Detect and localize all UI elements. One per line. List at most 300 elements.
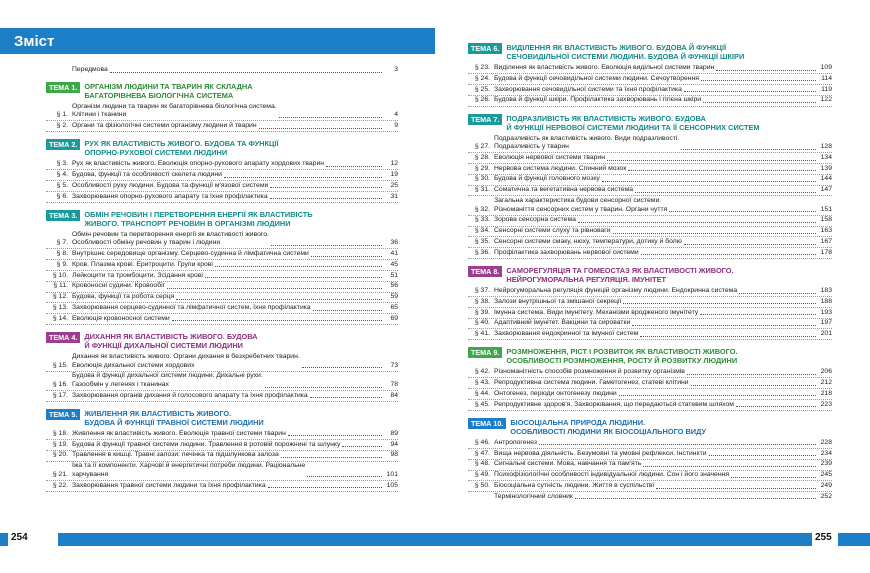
section-number: § 35.: [474, 237, 490, 245]
theme-heading: [468, 266, 832, 284]
page-ref: 105: [386, 481, 398, 489]
leader-dots: [302, 367, 382, 368]
toc-entry: [46, 293, 398, 303]
toc-entry: [468, 175, 832, 185]
toc-entry: [468, 86, 832, 96]
theme-section: [46, 409, 398, 492]
section-title: Передмова: [72, 66, 108, 73]
page-ref: 163: [820, 227, 832, 235]
right-page-number-bar: [435, 533, 812, 546]
theme-label: ТЕМА 7.: [468, 114, 502, 125]
leader-dots: [736, 406, 816, 407]
theme-heading: [46, 332, 398, 350]
toc-entry: [468, 368, 832, 378]
section-title: Нейрогуморальна регуляція функцій організму людини. Ендокринна система: [494, 286, 738, 294]
leader-dots: [669, 211, 816, 212]
section-title: Лейкоцити та тромбоцити. Зсідання крові: [72, 271, 203, 279]
page-ref: 206: [820, 368, 832, 376]
section-title: Еволюція кровоносної системи: [72, 314, 170, 322]
toc-entry: [468, 450, 832, 460]
theme-heading: [468, 114, 832, 132]
theme-title: ОСОБЛИВОСТІ РОЗМНОЖЕННЯ, РОСТУ Й РОЗВИТКУ ЛЮДИНИ: [506, 356, 738, 366]
theme-title: ОПОРНО-РУХОВОЇ СИСТЕМИ ЛЮДИНИ: [84, 148, 228, 158]
section-title: Захворювання серцево-судинної та лімфатичної систем, їхня профілактика: [72, 303, 311, 311]
toc-entry: [46, 353, 398, 372]
page-ref: 101: [386, 470, 398, 478]
section-title: Профілактика захворювань нервової системи: [494, 248, 639, 256]
theme-label: ТЕМА 1.: [46, 82, 80, 93]
section-title: Еволюція дихальної системи хордових: [72, 361, 195, 369]
toc-entry: [468, 135, 832, 154]
theme-heading: [46, 82, 398, 100]
theme-label: ТЕМА 4.: [46, 332, 80, 343]
theme-heading: [46, 409, 398, 427]
section-title: Клітини і тканини: [72, 111, 127, 119]
theme-title: НЕЙРОГУМОРАЛЬНА РЕГУЛЯЦІЯ. ІМУНІТЕТ: [506, 274, 667, 284]
theme-title: Й ФУНКЦІЇ ДИХАЛЬНОЇ СИСТЕМИ ЛЮДИНИ: [84, 340, 243, 350]
section-number: § 15.: [52, 361, 68, 369]
section-number: § 20.: [52, 451, 68, 459]
theme-title: ОБМІН РЕЧОВИН І ПЕРЕТВОРЕННЯ ЕНЕРГІЇ ЯК ВЛАСТИВІСТЬ: [84, 209, 313, 219]
page-ref: 249: [820, 481, 832, 489]
leader-dots: [641, 254, 816, 255]
leader-dots: [643, 466, 816, 467]
leader-dots: [310, 397, 382, 398]
leader-dots: [681, 149, 816, 150]
section-number: § 6.: [56, 192, 68, 200]
toc-entry: [468, 439, 832, 449]
leader-dots: [279, 117, 382, 118]
section-number: § 18.: [52, 429, 68, 437]
toc-entry: [468, 238, 832, 248]
left-page-number: 254: [11, 532, 28, 543]
toc-entry: [468, 165, 832, 175]
theme-label: ТЕМА 10.: [468, 418, 506, 429]
section-number: § 45.: [474, 400, 490, 408]
toc-entry: [468, 298, 832, 308]
page-ref: 139: [820, 164, 832, 172]
section-title: Зорова сенсорна система: [494, 216, 576, 224]
theme-label: ТЕМА 2.: [46, 139, 80, 150]
leader-dots: [709, 455, 816, 456]
section-number: § 1.: [56, 111, 68, 119]
section-title: Загальна характеристика будови сенсорної системи.: [494, 197, 662, 205]
section-number: § 24.: [474, 74, 490, 82]
toc-entry: [46, 261, 398, 271]
section-title: Обмін речовин та перетворення енергії як властивості живого.: [72, 230, 269, 238]
section-title: Сигнальні системи. Мова, навчання та пам'ять: [494, 460, 642, 468]
theme-section: [46, 332, 398, 402]
page-ref: 193: [820, 308, 832, 316]
leader-dots: [613, 233, 816, 234]
toc-entry: [468, 390, 832, 400]
leader-dots: [270, 187, 382, 188]
theme-title: Й ФУНКЦІЇ НЕРВОВОЇ СИСТЕМИ ЛЮДИНИ ТА ЇЇ СЕНСОРНИХ СИСТЕМ: [506, 122, 760, 132]
page-ref: 12: [390, 160, 398, 168]
leader-dots: [268, 487, 382, 488]
section-number: § 17.: [52, 391, 68, 399]
leader-dots: [259, 128, 382, 129]
section-title: Антропогенез: [494, 438, 538, 446]
leader-dots: [539, 444, 816, 445]
section-title: Подразливість як властивість живого. Види подразливості.: [494, 134, 680, 142]
section-title: Вища нервова діяльність. Безумовні та умовні рефлекси. Інстинкти: [494, 449, 707, 457]
section-number: § 44.: [474, 389, 490, 397]
leader-dots: [224, 177, 382, 178]
toc-entry: [468, 330, 832, 340]
toc-entry: [468, 75, 832, 85]
toc-entry: [468, 482, 832, 492]
right-toc-column: [468, 36, 832, 501]
leader-dots: [632, 325, 816, 326]
toc-entry: [46, 282, 398, 292]
page-ref: 98: [390, 451, 398, 459]
section-title: Будова й функції головного мозку: [494, 175, 600, 183]
section-title: Онтогенез, періоди онтогенезу людини: [494, 389, 617, 397]
section-title: Дихання як властивість живого. Органи дихання в безхребетних тварин.: [72, 352, 300, 360]
leader-dots: [270, 198, 382, 199]
page-ref: 19: [390, 170, 398, 178]
section-title: Соматична та вегетативна нервова система: [494, 186, 634, 194]
leader-dots: [623, 303, 816, 304]
theme-section: [468, 347, 832, 411]
section-title: Еволюція нервової системи тварин: [494, 153, 605, 161]
theme-label: ТЕМА 5.: [46, 409, 80, 420]
theme-heading: [468, 347, 832, 365]
section-title: Виділення як властивість живого. Еволюція видільної системи тварин: [494, 64, 715, 71]
theme-section: [468, 114, 832, 259]
theme-heading: [46, 210, 398, 228]
toc-entry: [46, 304, 398, 314]
section-number: § 33.: [474, 216, 490, 224]
toc-entry: [468, 309, 832, 319]
section-title: Травлення в кишці. Травні залози: печінка та підшлункова залоза: [72, 451, 279, 459]
toc-entry: [46, 315, 398, 325]
toc-entry: [46, 250, 398, 260]
section-title: Будова, функції та робота серця: [72, 293, 175, 301]
theme-section: [46, 210, 398, 325]
section-title: Термінологічний словник: [494, 492, 573, 500]
section-title: Живлення як властивість живого. Еволюція травної системи тварин: [72, 429, 286, 437]
page-ref: 109: [820, 64, 832, 71]
section-number: § 14.: [52, 314, 68, 322]
section-title: Нервова система людини. Спинний мозок: [494, 164, 627, 172]
theme-title: ВИДІЛЕННЯ ЯК ВЛАСТИВІСТЬ ЖИВОГО. БУДОВА Й ФУНКЦІЇ: [506, 43, 727, 52]
section-title: Рух як властивість живого. Еволюція опорно-рухового апарату хордових тварин: [72, 160, 324, 168]
section-number: § 11.: [53, 282, 68, 290]
section-title: Репродуктивна система людини. Гаметогенез, статеві клітини: [494, 379, 689, 387]
leader-dots: [167, 288, 382, 289]
theme-label: ТЕМА 3.: [46, 210, 80, 221]
section-title: Будова, функції та особливості скелета людини: [72, 170, 222, 178]
page-ref: 223: [820, 400, 832, 408]
leader-dots: [731, 477, 816, 478]
section-number: § 31.: [474, 186, 490, 194]
right-page-number-bar-tail: [838, 533, 870, 546]
leader-dots: [602, 181, 816, 182]
section-number: § 50.: [474, 481, 490, 489]
page-ref: 183: [820, 286, 832, 294]
page-ref: 212: [820, 379, 832, 387]
leader-dots: [342, 446, 382, 447]
section-title: Сенсорні системи слуху та рівноваги: [494, 227, 611, 235]
page-ref: 158: [820, 216, 832, 224]
theme-label: ТЕМА 8.: [468, 266, 502, 277]
toc-entry: [468, 287, 832, 297]
theme-title: ПОДРАЗЛИВІСТЬ ЯК ВЛАСТИВІСТЬ ЖИВОГО. БУДОВА: [506, 113, 706, 123]
theme-section: [468, 266, 832, 340]
theme-title: ОРГАНІЗМ ЛЮДИНИ ТА ТВАРИН ЯК СКЛАДНА: [84, 81, 253, 91]
section-number: § 2.: [56, 121, 68, 129]
page-ref: 56: [390, 282, 398, 290]
section-title: Подразливість у тварин: [494, 143, 569, 151]
toc-entry: [46, 182, 398, 192]
leader-dots: [703, 102, 816, 103]
leader-dots: [288, 435, 382, 436]
section-title: Особливості руху людини. Будова та функції м'язової системи: [72, 181, 269, 189]
toc-entry: [46, 451, 398, 461]
toc-entry: [46, 441, 398, 451]
left-page-number-bar-tail: [58, 533, 435, 546]
leader-dots: [271, 245, 382, 246]
section-title: Психофізіологічні особливості індивідуальної людини. Сон і його значення: [494, 471, 730, 479]
left-page-number-bar: [0, 533, 8, 546]
leader-dots: [575, 498, 816, 499]
toc-entry: [46, 272, 398, 282]
section-title: Захворювання сечовидільної системи та їхня профілактика: [494, 85, 682, 93]
section-title: Імунна система. Види імунітету. Механізми вродженого імунітету: [494, 308, 699, 316]
leader-dots: [311, 256, 382, 257]
page-ref: 167: [820, 237, 832, 245]
section-number: § 13.: [52, 303, 68, 311]
section-title: Біосоціальна сутність людини. Життя в суспільстві: [494, 481, 655, 489]
page-ref: 41: [390, 250, 398, 258]
page-ref: 73: [390, 361, 398, 369]
section-title: Особливості обміну речовин у тварин і людини: [72, 239, 221, 247]
theme-title: БУДОВА Й ФУНКЦІЇ ТРАВНОЇ СИСТЕМИ ЛЮДИНИ: [84, 417, 264, 427]
theme-title: РУХ ЯК ВЛАСТИВІСТЬ ЖИВОГО. БУДОВА ТА ФУНКЦІЇ: [84, 139, 279, 149]
toc-entry: [468, 471, 832, 481]
toc-entry: [468, 216, 832, 226]
section-number: § 8.: [56, 250, 68, 258]
page-ref: 122: [820, 96, 832, 104]
page-ref: 252: [820, 492, 832, 500]
theme-heading: [46, 139, 398, 157]
theme-label: ТЕМА 6.: [468, 43, 502, 54]
section-number: § 38.: [474, 297, 490, 305]
section-number: § 5.: [56, 181, 68, 189]
leader-dots: [176, 299, 382, 300]
section-title: Адаптивний імунітет. Вакцини та сироватки: [494, 319, 631, 327]
theme-title: ЖИВОГО. ТРАНСПОРТ РЕЧОВИН В ОРГАНІЗМІ ЛЮДИНИ: [84, 218, 291, 228]
theme-title: САМОРЕГУЛЯЦІЯ ТА ГОМЕОСТАЗ ЯК ВЛАСТИВОСТІ ЖИВОГО.: [506, 265, 734, 275]
section-number: § 36.: [474, 248, 490, 256]
theme-title: БІОСОЦІАЛЬНА ПРИРОДА ЛЮДИНИ.: [510, 417, 646, 427]
theme-section: [468, 43, 832, 107]
section-number: § 26.: [474, 96, 490, 104]
page-ref: 234: [820, 449, 832, 457]
section-title: Захворювання органів дихання й голосового апарату та їхня профілактика: [72, 391, 308, 399]
leader-dots: [684, 244, 816, 245]
page-ref: 128: [820, 143, 832, 151]
left-toc-column: [46, 66, 398, 492]
section-number: § 22.: [52, 481, 68, 489]
leader-dots: [700, 314, 816, 315]
leader-dots: [578, 222, 816, 223]
page-ref: 94: [390, 440, 398, 448]
section-number: § 3.: [56, 160, 68, 168]
section-number: § 34.: [474, 227, 490, 235]
toc-entry: [46, 66, 398, 75]
leader-dots: [307, 476, 382, 477]
page-ref: 134: [820, 153, 832, 161]
section-number: § 37.: [474, 286, 490, 294]
section-number: § 42.: [474, 368, 490, 376]
leader-dots: [265, 387, 382, 388]
page-ref: 59: [390, 293, 398, 301]
theme-label: ТЕМА 9.: [468, 347, 502, 358]
toc-entry: [468, 401, 832, 411]
page-ref: 201: [820, 330, 832, 338]
theme-section: [46, 82, 398, 133]
section-title: Будова й функції дихальної системи людини. Дихальні рухи.: [72, 372, 263, 380]
section-number: § 16.: [52, 380, 68, 388]
right-page-number: 255: [815, 532, 832, 543]
section-number: § 30.: [474, 175, 490, 183]
toc-entry: [468, 460, 832, 470]
toc-entry: [468, 227, 832, 237]
leader-dots: [326, 166, 382, 167]
section-number: § 28.: [474, 153, 490, 161]
section-number: § 39.: [474, 308, 490, 316]
section-number: § 9.: [56, 260, 68, 268]
page-ref: 151: [820, 205, 832, 213]
section-number: § 40.: [474, 319, 490, 327]
theme-section: [468, 418, 832, 492]
page-ref: 3: [394, 66, 398, 73]
section-number: § 46.: [474, 438, 490, 446]
toc-entry: [468, 197, 832, 216]
page-ref: 45: [390, 260, 398, 268]
leader-dots: [691, 385, 816, 386]
section-number: § 48.: [474, 460, 490, 468]
toc-entry: [468, 64, 832, 74]
page-ref: 89: [390, 429, 398, 437]
toc-entry: [468, 249, 832, 259]
page-ref: 218: [820, 389, 832, 397]
toc-entry: [46, 193, 398, 203]
leader-dots: [716, 70, 816, 71]
section-number: § 19.: [52, 440, 68, 448]
toc-entry: [46, 392, 398, 402]
leader-dots: [640, 336, 816, 337]
section-title: Репродуктивне здоров'я. Захворювання, що передаються статевим шляхом: [494, 400, 734, 408]
theme-title: ОСОБЛИВОСТІ ЛЮДИНИ ЯК БІОСОЦІАЛЬНОГО ВИДУ: [510, 426, 707, 436]
page-ref: 4: [394, 111, 398, 119]
toc-entry: [468, 379, 832, 389]
leader-dots: [110, 72, 382, 73]
section-title: Захворювання опорно-рухового апарату та їхня профілактика: [72, 192, 268, 200]
toc-entry: [46, 231, 398, 250]
section-title: Кров. Плазма крові. Еритроцити. Групи крові: [72, 260, 213, 268]
section-title: Будова й функції шкіри. Профілактика захворювань і гігієна шкіри: [494, 96, 702, 104]
section-number: § 4.: [56, 170, 68, 178]
toc-entry: [46, 160, 398, 170]
toc-entry: [468, 493, 832, 502]
leader-dots: [687, 374, 816, 375]
page-ref: 25: [390, 181, 398, 189]
page-ref: 197: [820, 319, 832, 327]
theme-section: [46, 139, 398, 203]
theme-heading: [468, 43, 832, 61]
section-title: Внутрішнє середовище організму. Серцево-судинна й лімфатична системи: [72, 250, 309, 258]
section-title: Кровоносні судини. Кровообіг: [72, 282, 166, 290]
page-ref: 114: [821, 74, 832, 82]
theme-title: СЕЧОВИДІЛЬНОЇ СИСТЕМИ ЛЮДИНИ. БУДОВА Й ФУНКЦІЇ ШКІРИ: [506, 52, 745, 61]
leader-dots: [701, 80, 816, 81]
page-ref: 36: [390, 239, 398, 247]
leader-dots: [619, 395, 816, 396]
toc-entry: [46, 372, 398, 391]
leader-dots: [607, 160, 816, 161]
section-number: § 27.: [474, 143, 490, 151]
leader-dots: [628, 170, 816, 171]
page-ref: 245: [820, 471, 832, 479]
page-ref: 9: [394, 121, 398, 129]
toc-entry: [46, 122, 398, 132]
section-number: § 23.: [474, 64, 490, 71]
toc-entry: [46, 482, 398, 492]
toc-entry: [46, 462, 398, 481]
section-title: Різноманіття сенсорних систем у тварин. Органи чуття: [494, 205, 668, 213]
section-number: § 29.: [474, 164, 490, 172]
page-ref: 65: [390, 303, 398, 311]
section-title: Залози внутрішньої та змішаної секреції: [494, 297, 622, 305]
toc-entry: [468, 319, 832, 329]
section-number: § 12.: [52, 293, 68, 301]
page-ref: 51: [390, 271, 398, 279]
section-title: Органи та фізіологічні системи організму людини й тварин: [72, 121, 257, 129]
leader-dots: [684, 91, 816, 92]
leader-dots: [215, 266, 382, 267]
toc-entry: [468, 96, 832, 106]
theme-title: ДИХАННЯ ЯК ВЛАСТИВІСТЬ ЖИВОГО. БУДОВА: [84, 331, 258, 341]
page-ref: 144: [820, 175, 832, 183]
section-title: харчування: [72, 470, 109, 478]
leader-dots: [635, 192, 816, 193]
section-number: § 10.: [52, 271, 68, 279]
section-title: Захворювання травної системи людини та їхня профілактика: [72, 481, 266, 489]
page-ref: 69: [390, 314, 398, 322]
page-ref: 119: [821, 85, 832, 93]
section-title: Сенсорні системи смаку, нюху, температури, дотику й болю: [494, 237, 682, 245]
leader-dots: [313, 310, 382, 311]
page-ref: 147: [820, 186, 832, 194]
theme-heading: [468, 418, 832, 436]
toc-entry: [46, 103, 398, 122]
leader-dots: [205, 277, 382, 278]
leader-dots: [281, 457, 382, 458]
section-title: Різноманітність способів розмноження й розвитку організмів: [494, 368, 685, 376]
section-number: § 49.: [474, 471, 490, 479]
section-title: Захворювання ендокринної та імунної систем: [494, 330, 639, 338]
section-number: § 25.: [474, 85, 490, 93]
contents-header-bar: [0, 28, 435, 54]
section-title: Організм людини та тварин як багаторівнева біологічна система.: [72, 102, 277, 110]
contents-title: Зміст: [14, 33, 55, 50]
right-page: [435, 0, 870, 573]
toc-entry: [468, 186, 832, 196]
